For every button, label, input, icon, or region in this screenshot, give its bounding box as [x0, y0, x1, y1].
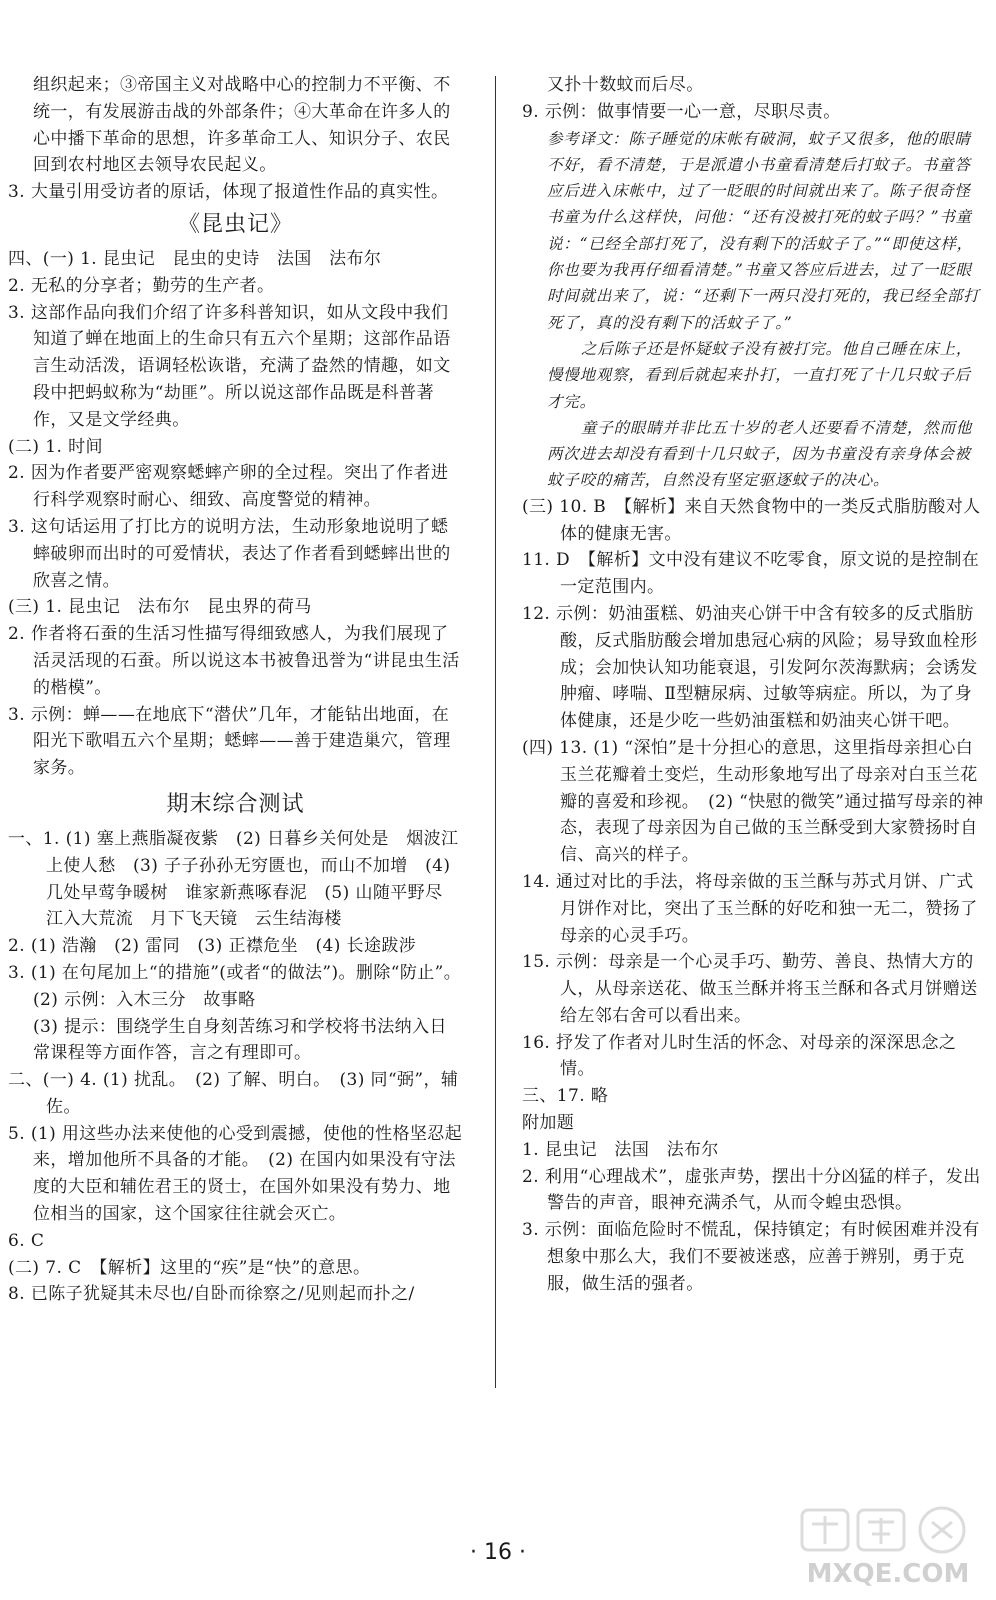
translation-paragraph: 童子的眼睛并非比五十岁的老人还要看不清楚，然而他两次进去却没有看到十几只蚊子，因为书童没有亲身体会被蚊子咬的痛苦，自然没有坚定驱逐蚊子的决心。 — [547, 418, 973, 490]
answer-paragraph: 一、1. (1) 塞上燕脂凝夜紫 (2) 日暮乡关何处是 烟波江上使人愁 (3) 子子孙孙无穷匮也，而山不加增 (4) 几处早莺争暖树 谁家新燕啄春泥 (5) 山随平野尽 江入大荒流 月下飞天镜 云生结海楼 — [8, 828, 460, 930]
answer-paragraph: 2. 无私的分享者；勤劳的生产者。 — [8, 275, 275, 296]
answer-paragraph: (四) 13. (1) “深怕”是十分担心的意思，这里指母亲担心白玉兰花瓣着土变烂，生动形象地写出了母亲对白玉兰花瓣的喜爱和珍视。 (2) “快慰的微笑”通过描写母亲的神态，表现了母亲因为自己做的玉兰酥受到大家赞扬时自信、高兴的样子。 — [522, 737, 984, 866]
answer-paragraph: 3. 示例：面临危险时不慌乱，保持镇定；有时候困难并没有想象中那么大，我们不要被迷惑，应善于辨别，勇于克服，做生活的强者。 — [522, 1220, 980, 1294]
answer-paragraph: 11. D 【解析】文中没有建议不吃零食，原文说的是控制在一定范围内。 — [522, 550, 980, 598]
watermark-logo — [796, 1504, 980, 1592]
answer-paragraph: 5. (1) 用这些办法来使他的心受到震撼，使他的性格坚忍起来，增加他所不具备的才能。 (2) 在国内如果没有守法度的大臣和辅佐君王的贤士，在国外如果没有势力、地位相当的国家，这个国家往往就会灭亡。 — [8, 1123, 463, 1225]
answer-paragraph: 组织起来；③帝国主义对战略中心的控制力不平衡、不统一，有发展游击战的外部条件；④大革命在许多人的心中播下革命的思想，许多革命工人、知识分子、农民回到农村地区去领导农民起义。 — [33, 75, 451, 176]
answer-paragraph: 9. 示例：做事情要一心一意，尽职尽责。 — [522, 101, 841, 122]
answer-paragraph: 14. 通过对比的手法，将母亲做的玉兰酥与苏式月饼、广式月饼作对比，突出了玉兰酥的好吃和独一无二，赞扬了母亲的心灵手巧。 — [522, 871, 978, 946]
answer-paragraph: 16. 抒发了作者对儿时生活的怀念、对母亲的深深思念之情。 — [522, 1032, 957, 1080]
answer-paragraph: 3. 示例：蝉——在地底下“潜伏”几年，才能钻出地面，在阳光下歌唱五六个星期；蟋蟀——善于建造巢穴，管理家务。 — [8, 704, 451, 779]
answer-paragraph: (三) 1. 昆虫记 法布尔 昆虫界的荷马 — [8, 597, 312, 618]
answer-paragraph: 15. 示例：母亲是一个心灵手巧、勤劳、善良、热情大方的人，从母亲送花、做玉兰酥并将玉兰酥和各式月饼赠送给左邻右舍可以看出来。 — [522, 952, 978, 1026]
answer-paragraph: 又扑十数蚊而后尽。 — [547, 75, 704, 95]
section-title-insects: 《昆虫记》 — [177, 211, 293, 237]
column-divider — [495, 76, 496, 1388]
translation-paragraph: 参考译文：陈子睡觉的床帐有破洞，蚊子又很多，他的眼睛不好，看不清楚，于是派遣小书童看清楚后打蚊子。书童答应后进入床帐中，过了一眨眼的时间就出来了。陈子很奇怪书童为什么这样快，问他：“还有没被打死的蚊子吗？”书童说：“已经全部打死了，没有剩下的活蚊子了。”“即使这样，你也要为我再仔细看清楚。”书童又答应后进去，过了一眨眼时间就出来了，说：“还剩下一两只没打死的，我已经全部打死了，真的没有剩下的活蚊子了。” — [547, 129, 980, 332]
answer-paragraph: (三) 10. B 【解析】来自天然食物中的一类反式脂肪酸对人体的健康无害。 — [522, 496, 981, 544]
svg-text:MXQE.COM: MXQE.COM — [806, 1559, 970, 1589]
answer-paragraph: 2. 利用“心理战术”，虚张声势，摆出十分凶猛的样子，发出警告的声音，眼神充满杀气，从而令蝗虫恐惧。 — [522, 1166, 981, 1214]
answer-paragraph: 6. C — [8, 1230, 45, 1251]
extra-questions-heading: 附加题 — [522, 1113, 575, 1134]
answer-paragraph: 3. 大量引用受访者的原话，体现了报道性作品的真实性。 — [8, 182, 449, 203]
answer-paragraph: (3) 提示：围绕学生自身刻苦练习和学校将书法纳入日常课程等方面作答，言之有理即可。 — [33, 1016, 447, 1064]
answer-paragraph: 2. 作者将石蚕的生活习性描写得细致感人，为我们展现了活灵活现的石蚕。所以说这本书被鲁迅誉为“讲昆虫生活的楷模”。 — [8, 624, 460, 698]
answer-paragraph: 四、(一) 1. 昆虫记 昆虫的史诗 法国 法布尔 — [8, 248, 382, 269]
page-number: · 16 · — [470, 1540, 526, 1565]
answer-paragraph: (二) 7. C 【解析】这里的“疾”是“快”的意思。 — [8, 1257, 371, 1278]
answer-paragraph: 3. (1) 在句尾加上“的措施”(或者“的做法”)。删除“防止”。 (2) 示例：入木三分 故事略 — [8, 962, 471, 1010]
answer-paragraph: 8. 已陈子犹疑其未尽也/自卧而徐察之/见则起而扑之/ — [8, 1284, 415, 1305]
answer-paragraph: 2. 因为作者要严密观察蟋蟀产卵的全过程。突出了作者进行科学观察时耐心、细致、高度警觉的精神。 — [8, 463, 449, 511]
answer-paragraph: 三、17. 略 — [522, 1086, 609, 1107]
answer-paragraph: 2. (1) 浩瀚 (2) 雷同 (3) 正襟危坐 (4) 长途跋涉 — [8, 936, 417, 957]
answer-paragraph: 12. 示例：奶油蛋糕、奶油夹心饼干中含有较多的反式脂肪酸，反式脂肪酸会增加患冠心病的风险；易导致血栓形成；会加快认知功能衰退，引发阿尔茨海默病；会诱发肿瘤、哮喘、Ⅱ型糖尿病、过敏等病症。所以，为了身体健康，还是少吃一些奶油蛋糕和奶油夹心饼干吧。 — [522, 603, 978, 732]
right-column — [522, 72, 984, 1298]
left-column — [8, 72, 471, 1308]
answer-paragraph: 3. 这句话运用了打比方的说明方法，生动形象地说明了蟋蟀破卵而出时的可爱情状，表达了作者看到蟋蟀出世的欣喜之情。 — [8, 516, 451, 591]
answer-paragraph: 1. 昆虫记 法国 法布尔 — [522, 1139, 719, 1160]
translation-paragraph: 之后陈子还是怀疑蚊子没有被打完。他自己睡在床上，慢慢地观察，看到后就起来扑打，一直打死了十几只蚊子后才完。 — [547, 339, 973, 411]
answer-paragraph: (二) 1. 时间 — [8, 436, 103, 457]
answer-paragraph: 3. 这部作品向我们介绍了许多科普知识，如从文段中我们知道了蝉在地面上的生命只有五六个星期；这部作品语言生动活泼，语调轻松诙谐，充满了盎然的情趣，如文段中把蚂蚁称为“劫匪”。所以说这部作品既是科普著作，又是文学经典。 — [8, 302, 451, 430]
section-title-final-test: 期末综合测试 — [166, 791, 305, 817]
answer-paragraph: 二、(一) 4. (1) 扰乱。 (2) 了解、明白。 (3) 同“弼”，辅佐。 — [8, 1070, 459, 1117]
